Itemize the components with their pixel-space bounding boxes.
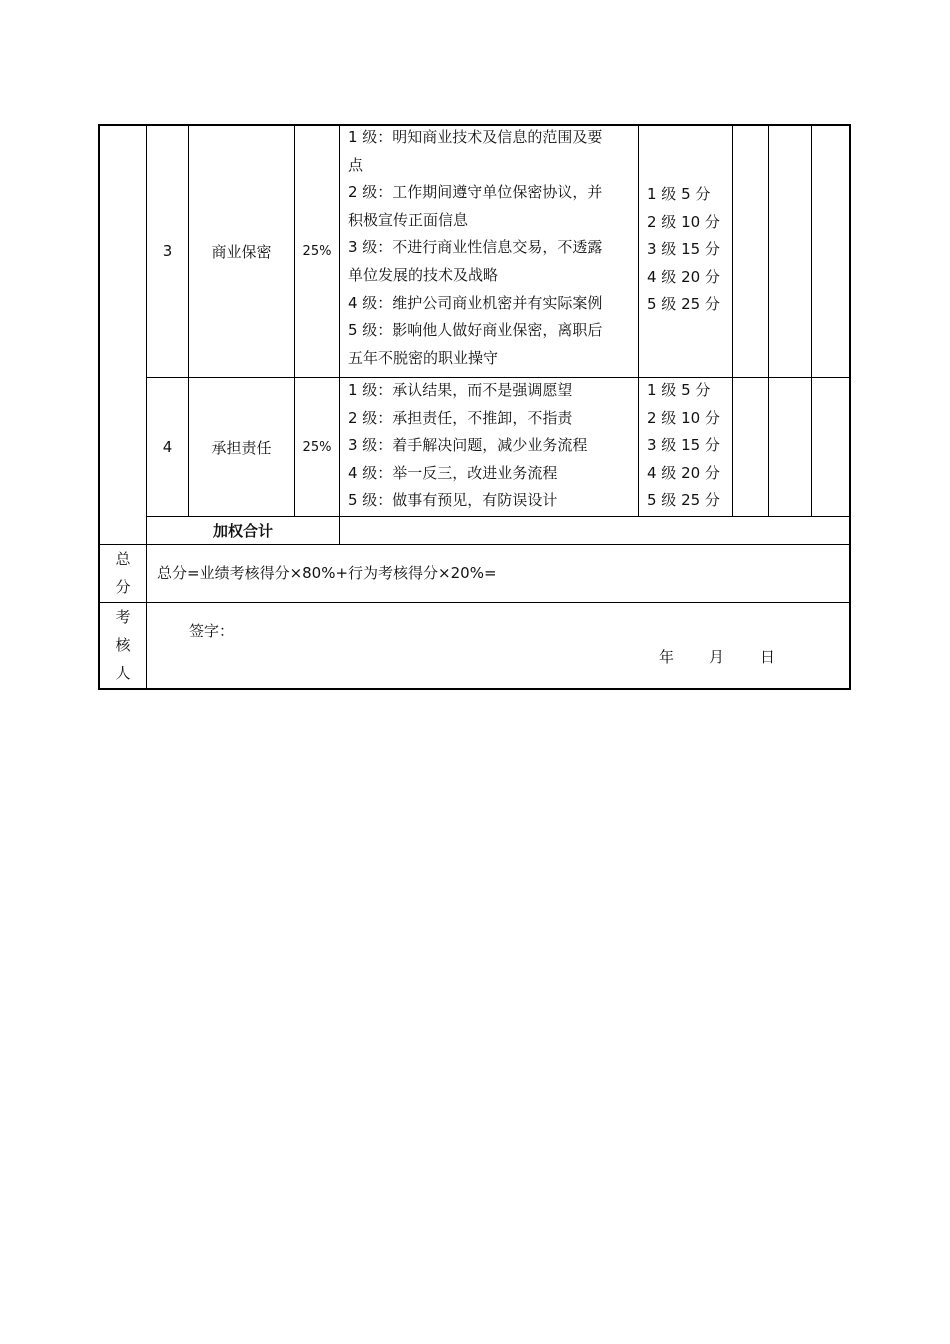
row-number: 4 [162,438,173,456]
score-line: 3 级 15 分 [647,240,720,259]
row-item-name: 商业保密 [211,242,272,261]
row-weight: 25% [302,243,332,259]
row-score-scale [647,181,720,319]
label-char: 总 [115,550,131,568]
label-char: 核 [115,636,131,654]
signature-label: 签字： [189,622,235,640]
score-line: 1 级 5 分 [647,381,711,399]
row-weight: 25% [302,439,332,455]
date-year-label: 年 [659,648,675,666]
col-divider-weight [339,124,340,544]
criteria-line: 4 级：维护公司商业机密并有实际案例 [348,293,603,312]
score-line: 5 级 25 分 [647,491,720,510]
date-month-label: 月 [709,648,725,666]
row-item-name: 承担责任 [211,438,272,457]
criteria-line: 1 级：承认结果，而不是强调愿望 [348,381,573,399]
criteria-line: 2 级：承担责任，不推卸，不指责 [348,408,573,427]
score-line: 4 级 20 分 [647,267,720,286]
criteria-line: 积极宣传正面信息 [348,210,469,229]
criteria-line: 4 级：举一反三，改进业务流程 [348,463,558,482]
row-divider-total-score [99,602,850,603]
table-bottom-border [99,688,851,690]
total-score-formula: 总分=业绩考核得分×80%+行为考核得分×20%= [157,564,497,582]
reviewer-label [100,603,146,687]
table-right-border [849,124,851,690]
score-line: 4 级 20 分 [647,463,720,482]
row-score-scale [647,377,720,515]
row-number: 3 [162,242,173,260]
row-criteria [348,124,602,372]
criteria-line: 3 级：着手解决问题，减少业务流程 [348,436,588,455]
weighted-total-label: 加权合计 [212,522,273,540]
col-divider-criteria [638,124,639,516]
criteria-line: 5 级：影响他人做好商业保密，离职后 [348,321,603,340]
score-line: 2 级 10 分 [647,212,720,231]
criteria-line: 5 级：做事有预见，有防误设计 [348,491,558,510]
total-score-label [100,545,146,601]
score-line: 2 级 10 分 [647,408,720,427]
col-divider-scores [732,124,733,516]
row-divider-weighted-total [99,544,850,545]
criteria-line: 五年不脱密的职业操守 [348,348,499,367]
criteria-line: 单位发展的技术及战略 [348,265,499,284]
score-line: 3 级 15 分 [647,436,720,455]
col-divider-blank-2 [811,124,812,516]
label-char: 人 [115,664,131,682]
label-char: 考 [115,608,131,626]
score-line: 5 级 25 分 [647,295,720,314]
criteria-line: 3 级：不进行商业性信息交易，不透露 [348,238,603,257]
date-day-label: 日 [760,648,776,666]
criteria-line: 点 [348,155,364,174]
label-char: 分 [115,578,131,596]
score-line: 1 级 5 分 [647,185,711,203]
criteria-line: 1 级：明知商业技术及信息的范围及要 [348,128,603,146]
row-criteria [348,377,587,515]
criteria-line: 2 级：工作期间遵守单位保密协议，并 [348,183,603,202]
col-divider-blank-1 [768,124,769,516]
